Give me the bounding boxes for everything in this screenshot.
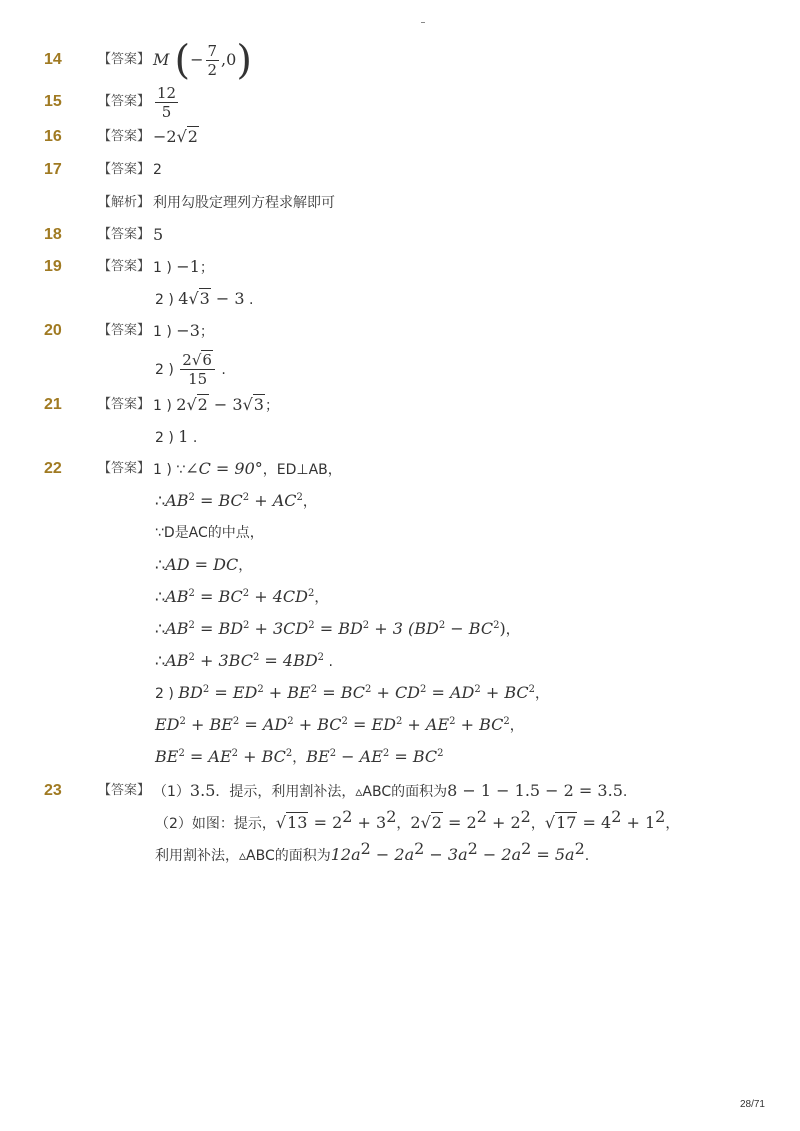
answer-part-1 bbox=[153, 777, 627, 806]
math: √ bbox=[275, 813, 287, 832]
left-paren: ( bbox=[174, 37, 191, 84]
answer-label: 【答案】 bbox=[98, 259, 151, 274]
math: 12a bbox=[330, 845, 361, 864]
part-label: （2）如图：提示， bbox=[155, 816, 276, 832]
part-label: 2 ) bbox=[155, 686, 179, 702]
radicand: 13 bbox=[287, 813, 308, 832]
exponent: 2 bbox=[252, 652, 260, 663]
answer-label: 【答案】 bbox=[98, 227, 151, 242]
exponent: 2 bbox=[414, 839, 425, 858]
math: = 2 bbox=[442, 813, 477, 832]
math: + AE bbox=[402, 715, 450, 734]
math: 4√ bbox=[178, 289, 199, 308]
math: = BC bbox=[194, 587, 243, 606]
exponent: 2 bbox=[449, 716, 456, 727]
therefore-symbol: ∴ bbox=[155, 491, 166, 510]
exponent: 2 bbox=[655, 807, 666, 826]
math: −1 bbox=[176, 257, 200, 276]
exponent: 2 bbox=[503, 716, 510, 727]
math: ∠C = 90° bbox=[185, 459, 263, 478]
math: AD = DC bbox=[165, 555, 239, 574]
math: = BC bbox=[194, 491, 243, 510]
math: + 3 bbox=[352, 813, 387, 832]
math: 1 bbox=[178, 427, 189, 446]
answer-part-1 bbox=[153, 391, 279, 420]
answer-part-2 bbox=[155, 347, 226, 392]
punct: . bbox=[216, 362, 226, 378]
exponent: 2 bbox=[310, 684, 318, 695]
math: + 3BC bbox=[194, 651, 253, 670]
question-number: 15 bbox=[44, 93, 62, 110]
math: + 2 bbox=[486, 813, 521, 832]
line-content bbox=[155, 583, 328, 612]
answer-part-1 bbox=[153, 253, 214, 282]
part-label: 1 ) bbox=[153, 260, 177, 276]
question-number: 19 bbox=[44, 258, 62, 275]
numerator: 7 bbox=[207, 42, 218, 60]
answer-label: 【答案】 bbox=[98, 397, 151, 412]
answer-content: M (− $\frac{7}{2}$ ,0) bbox=[153, 37, 252, 84]
math: = AD bbox=[239, 715, 288, 734]
math: − 3 bbox=[210, 289, 245, 308]
math: = 4BD bbox=[259, 651, 318, 670]
text: 1 ) ∵ bbox=[153, 462, 186, 478]
question-number: 20 bbox=[44, 322, 62, 339]
question-number: 18 bbox=[44, 226, 62, 243]
punct: ， bbox=[534, 686, 549, 702]
exponent: 2 bbox=[437, 748, 444, 759]
math: AB bbox=[165, 619, 189, 638]
numerator bbox=[180, 351, 215, 369]
answer-label: 【答案】 bbox=[98, 94, 151, 109]
math: − 2a bbox=[477, 845, 522, 864]
radicand: 2 bbox=[197, 395, 208, 414]
math: = 2 bbox=[308, 813, 343, 832]
math: AB bbox=[165, 491, 189, 510]
punct: . bbox=[622, 784, 628, 800]
therefore-symbol: ∴ bbox=[155, 619, 166, 638]
math: − BC bbox=[445, 619, 494, 638]
math: −3 bbox=[176, 321, 200, 340]
exponent: 2 bbox=[188, 620, 195, 631]
part-label: 2 ) bbox=[155, 362, 179, 378]
answer-content: 2 bbox=[153, 162, 162, 178]
exponent: 2 bbox=[362, 620, 370, 631]
punct: ， bbox=[302, 494, 317, 510]
line-content bbox=[155, 647, 333, 676]
math: + 3CD bbox=[249, 619, 309, 638]
answer-label: 【答案】 bbox=[98, 461, 151, 476]
math: AB bbox=[165, 587, 189, 606]
exponent: 2 bbox=[202, 684, 210, 695]
math: BE bbox=[155, 747, 179, 766]
text: ，ED⊥AB， bbox=[262, 462, 342, 478]
question-number: 14 bbox=[44, 51, 62, 68]
fraction bbox=[155, 84, 178, 121]
analysis-label: 【解析】 bbox=[98, 195, 151, 210]
radicand: 17 bbox=[556, 813, 577, 832]
right-paren: ) bbox=[236, 37, 252, 84]
math: = 5a bbox=[531, 845, 575, 864]
math: BE bbox=[306, 747, 330, 766]
math: − 3√ bbox=[208, 395, 253, 414]
math: = BD bbox=[194, 619, 244, 638]
point-label: M bbox=[153, 50, 170, 69]
answer-label: 【答案】 bbox=[98, 52, 151, 67]
line-content bbox=[155, 551, 252, 580]
question-number: 23 bbox=[44, 782, 62, 799]
answer-content bbox=[153, 123, 199, 151]
part-label: （1） bbox=[153, 784, 190, 800]
exponent: 2 bbox=[341, 716, 348, 727]
exponent: 2 bbox=[231, 748, 238, 759]
exponent: 2 bbox=[342, 807, 353, 826]
math: ED bbox=[155, 715, 180, 734]
punct: ， bbox=[505, 622, 520, 638]
radicand: 3 bbox=[199, 289, 210, 308]
exponent: 2 bbox=[438, 620, 446, 631]
exponent: 2 bbox=[287, 716, 294, 727]
math: BD bbox=[178, 683, 203, 702]
denominator: 2 bbox=[207, 61, 218, 79]
exponent: 2 bbox=[188, 652, 195, 663]
answer-content bbox=[153, 82, 180, 122]
exponent: 2 bbox=[243, 620, 250, 631]
header-mark bbox=[421, 22, 425, 23]
punct: . bbox=[584, 848, 590, 864]
exponent: 2 bbox=[329, 748, 337, 759]
punct: ， bbox=[292, 750, 307, 766]
math: + AC bbox=[249, 491, 297, 510]
punct: ， bbox=[396, 816, 411, 832]
num-part: 2√ bbox=[182, 351, 202, 369]
exponent: 2 bbox=[476, 807, 487, 826]
math: + 3 (BD bbox=[369, 619, 439, 638]
exponent: 2 bbox=[296, 492, 303, 503]
math: 8 − 1 − 1.5 − 2 = 3.5 bbox=[447, 781, 623, 800]
exponent: 2 bbox=[420, 684, 427, 695]
math: = BD bbox=[314, 619, 363, 638]
therefore-symbol: ∴ bbox=[155, 651, 166, 670]
page-number: 28/71 bbox=[739, 1099, 765, 1110]
line-content bbox=[155, 487, 317, 516]
punct: . bbox=[324, 654, 333, 670]
math: + BE bbox=[185, 715, 233, 734]
answer-label: 【答案】 bbox=[98, 129, 151, 144]
exponent: 2 bbox=[178, 748, 185, 759]
answer-part-2 bbox=[155, 423, 197, 452]
exponent: 2 bbox=[360, 839, 371, 858]
answer-label: 【答案】 bbox=[98, 783, 151, 798]
radicand: 6 bbox=[202, 351, 212, 369]
math: + BE bbox=[263, 683, 311, 702]
exponent: 2 bbox=[364, 684, 372, 695]
punct: . bbox=[244, 292, 254, 308]
answer-part-2 bbox=[155, 285, 254, 314]
math: + BC bbox=[480, 683, 529, 702]
question-number: 21 bbox=[44, 396, 62, 413]
punct: . bbox=[188, 430, 198, 446]
radicand: 2 bbox=[431, 813, 442, 832]
therefore-symbol: ∴ bbox=[155, 587, 166, 606]
math: AB bbox=[165, 651, 189, 670]
exponent: 2 bbox=[521, 839, 532, 858]
question-number: 22 bbox=[44, 460, 62, 477]
exponent: 2 bbox=[520, 807, 531, 826]
math: 2√ bbox=[410, 813, 431, 832]
punct: ； bbox=[199, 324, 214, 340]
therefore-symbol: ∴ bbox=[155, 555, 166, 574]
math: = ED bbox=[209, 683, 258, 702]
math: + 4CD bbox=[249, 587, 308, 606]
line-content bbox=[155, 615, 520, 644]
punct: ； bbox=[199, 260, 214, 276]
punct: ， bbox=[314, 590, 329, 606]
math: = BC bbox=[389, 747, 438, 766]
exponent: 2 bbox=[308, 620, 315, 631]
math: √ bbox=[544, 813, 556, 832]
text: 利用割补法，▵ABC的面积为 bbox=[155, 848, 331, 864]
math: = 4 bbox=[577, 813, 612, 832]
part-label: 2 ) bbox=[155, 430, 179, 446]
exponent: 2 bbox=[179, 716, 186, 727]
part-label: 2 ) bbox=[155, 292, 179, 308]
answer-part-2 bbox=[155, 809, 679, 838]
line-content bbox=[155, 711, 524, 740]
question-number: 16 bbox=[44, 128, 62, 145]
denominator: 5 bbox=[155, 102, 178, 121]
math: + BC bbox=[238, 747, 286, 766]
part-label: 1 ) bbox=[153, 398, 177, 414]
exponent: 2 bbox=[242, 588, 250, 599]
exponent: 2 bbox=[467, 839, 478, 858]
answer-part-3 bbox=[155, 841, 589, 870]
line-content bbox=[155, 679, 549, 708]
exponent: 2 bbox=[611, 807, 622, 826]
math: + BC bbox=[293, 715, 342, 734]
math: − AE bbox=[336, 747, 383, 766]
math: 2√ bbox=[176, 395, 197, 414]
exponent: 2 bbox=[257, 684, 264, 695]
math: − 2a bbox=[370, 845, 415, 864]
coordinate-rest: ,0 bbox=[221, 50, 237, 69]
math: + BC bbox=[455, 715, 504, 734]
punct: ， bbox=[238, 558, 253, 574]
punct: ， bbox=[665, 816, 680, 832]
radicand: 3 bbox=[253, 395, 264, 414]
line-content: ∵D是AC的中点， bbox=[155, 525, 264, 541]
denominator: 15 bbox=[180, 369, 215, 388]
math: ) bbox=[499, 619, 506, 638]
answer-content: 5 bbox=[153, 225, 164, 244]
math: + CD bbox=[371, 683, 421, 702]
fraction bbox=[180, 351, 215, 388]
answer-label: 【答案】 bbox=[98, 162, 151, 177]
exponent: 2 bbox=[188, 492, 195, 503]
exponent: 2 bbox=[242, 492, 250, 503]
text: ．提示，利用割补法，▵ABC的面积为 bbox=[215, 784, 448, 800]
exponent: 2 bbox=[188, 588, 195, 599]
exponent: 2 bbox=[386, 807, 397, 826]
part-label: 1 ) bbox=[153, 324, 177, 340]
numerator: 12 bbox=[157, 84, 177, 102]
punct: ； bbox=[264, 398, 279, 414]
punct: ， bbox=[530, 816, 545, 832]
exponent: 2 bbox=[493, 620, 500, 631]
exponent: 2 bbox=[285, 748, 293, 759]
question-number: 17 bbox=[44, 161, 62, 178]
punct: ， bbox=[509, 718, 524, 734]
answer-label: 【答案】 bbox=[98, 323, 151, 338]
exponent: 2 bbox=[307, 588, 315, 599]
exponent: 2 bbox=[395, 716, 403, 727]
math: − 3a bbox=[424, 845, 468, 864]
exponent: 2 bbox=[232, 716, 240, 727]
radicand: 2 bbox=[187, 127, 198, 146]
analysis-text: 利用勾股定理列方程求解即可 bbox=[153, 195, 335, 211]
math: = AE bbox=[184, 747, 232, 766]
proof-line-1 bbox=[153, 455, 342, 484]
exponent: 2 bbox=[382, 748, 390, 759]
exponent: 2 bbox=[528, 684, 535, 695]
expr-part: −2√ bbox=[153, 127, 187, 146]
exponent: 2 bbox=[574, 839, 585, 858]
math: + 1 bbox=[621, 813, 656, 832]
line-content bbox=[155, 743, 444, 772]
answer-part-1 bbox=[153, 317, 214, 346]
math: = ED bbox=[347, 715, 396, 734]
exponent: 2 bbox=[474, 684, 481, 695]
math: = AD bbox=[426, 683, 475, 702]
math: = BC bbox=[317, 683, 365, 702]
math: 3.5 bbox=[189, 781, 216, 800]
fraction bbox=[206, 42, 220, 79]
exponent: 2 bbox=[317, 652, 325, 663]
